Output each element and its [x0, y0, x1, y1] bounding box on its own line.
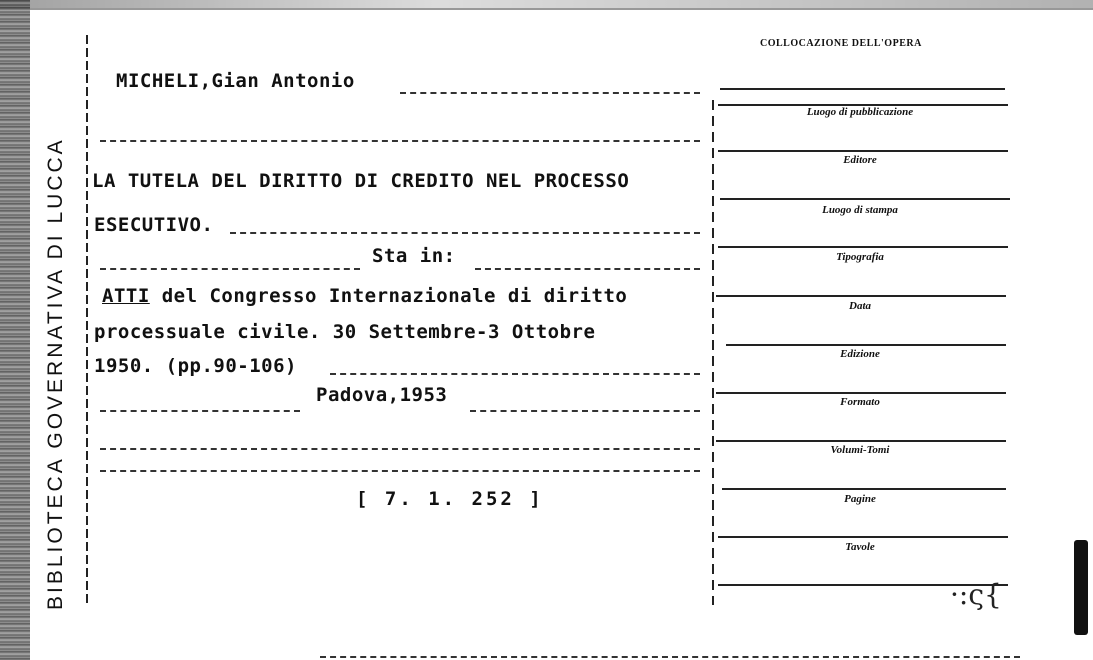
- sta-in: Sta in:: [372, 245, 456, 267]
- title-line-1: LA TUTELA DEL DIRITTO DI CREDITO NEL PROCESSO: [92, 170, 630, 192]
- dotted-line: [100, 140, 700, 142]
- field-formato: Formato: [840, 396, 880, 408]
- field-line: [718, 150, 1008, 152]
- right-edge-mark: [1074, 540, 1088, 635]
- shelfmark: [ 7. 1. 252 ]: [356, 488, 544, 510]
- dotted-line: [100, 268, 360, 270]
- pencil-scribble: ·:ς{: [950, 578, 1002, 611]
- source-line-3: 1950. (pp.90-106): [94, 355, 297, 377]
- collocation-header: COLLOCAZIONE DELL'OPERA: [760, 38, 922, 49]
- field-line: [716, 392, 1006, 394]
- field-line: [718, 246, 1008, 248]
- field-line: [722, 488, 1006, 490]
- field-line: [720, 88, 1005, 90]
- place-year: Padova,1953: [316, 384, 448, 406]
- source-line-1: [102, 285, 627, 307]
- field-volumi-tomi: Volumi-Tomi: [830, 444, 890, 456]
- dotted-line: [230, 232, 700, 234]
- field-luogo-pubblicazione: Luogo di pubblicazione: [806, 106, 914, 118]
- field-edizione: Edizione: [840, 348, 880, 360]
- field-tavole: Tavole: [845, 541, 875, 553]
- card-top-edge: [0, 0, 1093, 10]
- field-pagine: Pagine: [844, 493, 876, 505]
- dotted-line: [470, 410, 700, 412]
- right-column-rule: [712, 100, 714, 605]
- author: MICHELI,Gian Antonio: [116, 70, 355, 92]
- dotted-line: [100, 410, 300, 412]
- left-margin-rule: [86, 35, 88, 605]
- source-line-2: processuale civile. 30 Settembre-3 Ottobre: [94, 321, 596, 343]
- dotted-line: [100, 448, 700, 450]
- field-luogo-stampa: Luogo di stampa: [822, 204, 898, 216]
- field-line: [716, 440, 1006, 442]
- field-line: [720, 198, 1010, 200]
- field-editore: Editore: [843, 154, 877, 166]
- dotted-line: [475, 268, 700, 270]
- dotted-line: [400, 92, 700, 94]
- bottom-edge-line: [320, 656, 1020, 658]
- field-line: [718, 536, 1008, 538]
- card-left-edge: [0, 0, 30, 660]
- field-tipografia: Tipografia: [836, 251, 884, 263]
- source-line-1-rest: del Congresso Internazionale di diritto: [149, 285, 628, 307]
- library-name: BIBLIOTECA GOVERNATIVA DI LUCCA: [44, 137, 67, 610]
- source-atti: ATTI: [102, 285, 150, 307]
- field-data: Data: [849, 300, 871, 312]
- dotted-line: [330, 373, 700, 375]
- dotted-line: [100, 470, 700, 472]
- title-line-2: ESECUTIVO.: [94, 214, 214, 236]
- field-line: [716, 295, 1006, 297]
- field-line: [726, 344, 1006, 346]
